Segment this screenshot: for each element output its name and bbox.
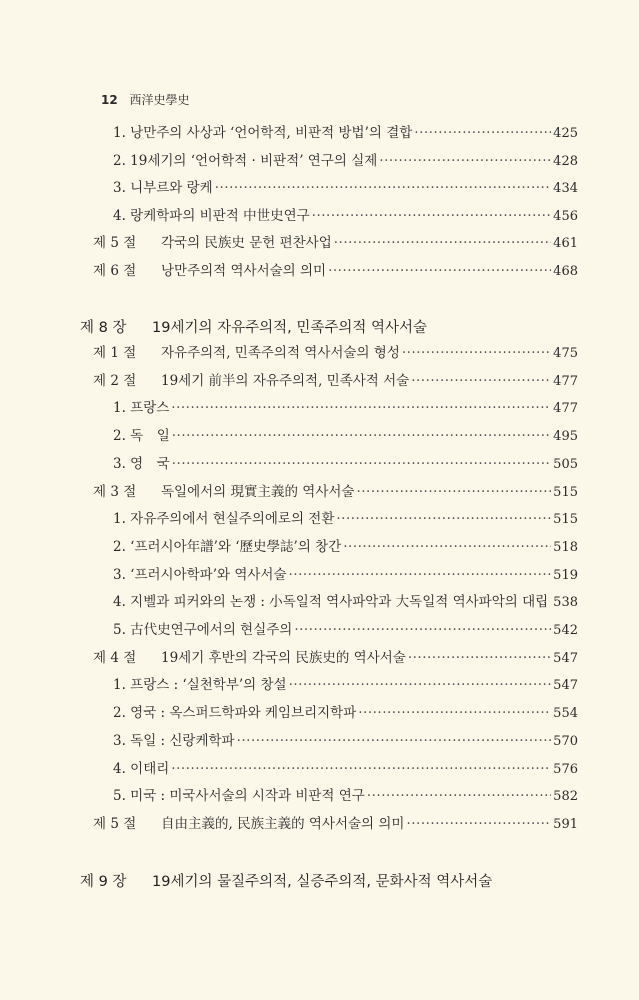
leader-dots xyxy=(356,482,551,502)
section-number: 제 1 절 xyxy=(93,345,137,361)
entry-title: 각국의 民族史 문헌 편찬사업 xyxy=(161,235,332,251)
toc-entry-label xyxy=(93,233,332,253)
leader-dots xyxy=(402,343,551,363)
leader-dots xyxy=(237,731,552,751)
chapter-number: 제 9 장 xyxy=(80,874,127,890)
page-ref: 515 xyxy=(553,484,578,500)
page-ref: 477 xyxy=(553,401,578,417)
page-number: 12 xyxy=(101,93,118,107)
chapter-number: 제 8 장 xyxy=(80,320,127,336)
toc-entry-label xyxy=(113,454,170,474)
page-ref: 468 xyxy=(553,263,578,279)
page-ref: 554 xyxy=(553,706,578,722)
entry-title: 4. 지벨과 피커와의 논쟁 : 小독일적 역사파악과 大독일적 역사파악의 대립 xyxy=(113,594,549,611)
toc-entry xyxy=(113,454,578,474)
section-number: 제 3 절 xyxy=(93,483,137,500)
toc-entry xyxy=(113,537,578,557)
toc-entry-label xyxy=(113,620,292,640)
page-ref: 582 xyxy=(553,789,578,805)
page-ref: 538 xyxy=(553,595,578,611)
section-number: 제 5 절 xyxy=(93,815,137,832)
toc-entry-label xyxy=(113,731,235,751)
toc-entry xyxy=(93,814,578,834)
toc-entry-label xyxy=(93,814,404,834)
page-ref: 428 xyxy=(553,153,578,169)
toc-entry xyxy=(113,786,578,806)
leader-dots xyxy=(334,233,551,253)
entry-title: 3. ‘프러시아학파’와 역사서술 xyxy=(113,566,287,583)
leader-dots xyxy=(289,675,552,695)
page-ref: 425 xyxy=(553,126,578,141)
toc-entry xyxy=(93,343,578,363)
entry-title: 3. 영 국 xyxy=(113,455,170,472)
page-ref: 547 xyxy=(553,678,578,694)
entry-title: 1. 낭만주의 사상과 ‘언어학적, 비판적 방법’의 결합 xyxy=(113,125,413,141)
leader-dots xyxy=(215,178,551,198)
page-ref: 518 xyxy=(553,539,578,555)
toc-entry xyxy=(93,648,578,668)
toc-entry-label xyxy=(113,206,310,226)
leader-dots xyxy=(289,565,552,585)
page-ref: 576 xyxy=(553,761,578,777)
page-ref: 434 xyxy=(553,181,578,196)
entry-title: 19세기 前半의 자유주의적, 민족사적 서술 xyxy=(161,372,410,389)
toc-entry xyxy=(113,731,578,751)
leader-dots xyxy=(550,592,551,612)
entry-title: 1. 프랑스 xyxy=(113,400,170,417)
page-ref: 495 xyxy=(553,429,578,445)
page-ref: 591 xyxy=(553,816,578,832)
toc-entry xyxy=(113,509,578,529)
page-ref: 515 xyxy=(553,512,578,528)
leader-dots xyxy=(171,398,551,418)
leader-dots xyxy=(367,786,551,806)
toc-entry xyxy=(113,206,578,226)
toc-entry-label xyxy=(113,786,365,806)
entry-title: 2. 영국 : 옥스퍼드학파와 케임브리지학파 xyxy=(113,705,357,722)
entry-title: 4. 랑케학파의 비판적 中世史연구 xyxy=(113,207,310,224)
page-ref: 475 xyxy=(553,346,578,361)
page-ref: 505 xyxy=(553,456,578,472)
toc-entry xyxy=(93,261,578,281)
page-ref: 461 xyxy=(553,236,578,251)
chapter-title: 19세기의 자유주의적, 민족주의적 역사서술 xyxy=(152,320,428,336)
page-ref: 477 xyxy=(553,373,578,389)
running-header xyxy=(101,91,190,108)
toc-entry-label xyxy=(93,343,400,363)
toc-entry-label xyxy=(113,151,377,171)
toc-entry-label xyxy=(93,482,354,502)
entry-title: 4. 이태리 xyxy=(113,760,170,777)
chapter-8-heading xyxy=(80,316,427,337)
toc-entry-label xyxy=(93,371,409,391)
book-title: 西洋史學史 xyxy=(129,93,190,107)
leader-dots xyxy=(406,814,551,834)
leader-dots xyxy=(171,759,551,779)
leader-dots xyxy=(358,703,551,723)
toc-entry xyxy=(113,759,578,779)
toc-entry xyxy=(113,592,578,612)
page-ref: 519 xyxy=(553,567,578,583)
entry-title: 독일에서의 現實主義的 역사서술 xyxy=(161,483,355,500)
toc-entry xyxy=(113,151,578,171)
entry-title: 3. 독일 : 신랑케학파 xyxy=(113,732,235,749)
page-ref: 542 xyxy=(553,623,578,638)
section-number: 제 6 절 xyxy=(93,262,137,279)
page-ref: 456 xyxy=(553,208,578,224)
toc-entry-label xyxy=(113,178,213,198)
leader-dots xyxy=(408,648,551,668)
toc-entry-label xyxy=(113,398,169,418)
toc-entry-label xyxy=(93,648,406,668)
toc-entry xyxy=(113,123,578,143)
entry-title: 19세기 후반의 각국의 民族史的 역사서술 xyxy=(161,649,406,666)
leader-dots xyxy=(343,537,551,557)
toc-entry xyxy=(113,675,578,695)
toc-entry xyxy=(113,620,578,640)
toc-entry xyxy=(93,233,578,253)
toc-entry-label xyxy=(113,759,169,779)
toc-entry xyxy=(113,426,578,446)
chapter-title: 19세기의 물질주의적, 실증주의적, 문화사적 역사서술 xyxy=(152,874,493,890)
entry-title: 2. 독 일 xyxy=(113,428,170,445)
entry-title: 자유주의적, 민족주의적 역사서술의 형성 xyxy=(161,345,400,361)
toc-entry-label xyxy=(113,509,334,529)
toc-entry xyxy=(113,703,578,723)
toc-entry xyxy=(113,565,578,585)
leader-dots xyxy=(172,426,551,446)
entry-title: 2. ‘프러시아年譜’와 ‘歷史學誌’의 창간 xyxy=(113,538,342,555)
entry-title: 2. 19세기의 ‘언어학적 · 비판적’ 연구의 실제 xyxy=(113,152,378,169)
page-ref: 570 xyxy=(553,733,578,749)
leader-dots xyxy=(336,509,551,529)
entry-title: 1. 자유주의에서 현실주의에로의 전환 xyxy=(113,511,335,528)
toc-entry-label xyxy=(93,261,326,281)
page-ref: 547 xyxy=(553,650,578,666)
toc-entry-label xyxy=(113,675,287,695)
toc-entry xyxy=(93,371,578,391)
leader-dots xyxy=(328,261,551,281)
toc-entry xyxy=(93,482,578,502)
section-number: 제 2 절 xyxy=(93,372,137,389)
chapter-9-heading xyxy=(80,870,492,891)
leader-dots xyxy=(411,371,551,391)
leader-dots xyxy=(172,454,551,474)
toc-entry xyxy=(113,398,578,418)
entry-title: 1. 프랑스 : ‘실천학부’의 창설 xyxy=(113,677,287,694)
toc-entry-label xyxy=(113,537,341,557)
entry-title: 5. 미국 : 미국사서술의 시작과 비판적 연구 xyxy=(113,788,365,805)
toc-entry-label xyxy=(113,565,287,585)
toc-entry-label xyxy=(113,123,412,143)
entry-title: 自由主義的, 民族主義的 역사서술의 의미 xyxy=(161,815,405,832)
leader-dots xyxy=(414,123,551,143)
toc-entry-label xyxy=(113,592,548,612)
section-number: 제 5 절 xyxy=(93,235,137,251)
entry-title: 5. 古代史연구에서의 현실주의 xyxy=(113,622,293,638)
entry-title: 낭만주의적 역사서술의 의미 xyxy=(161,262,327,279)
leader-dots xyxy=(294,620,551,640)
section-number: 제 4 절 xyxy=(93,649,137,666)
leader-dots xyxy=(379,151,551,171)
toc-entry-label xyxy=(113,426,170,446)
toc-entry-label xyxy=(113,703,356,723)
entry-title: 3. 니부르와 랑케 xyxy=(113,180,213,196)
leader-dots xyxy=(312,206,552,226)
toc-entry xyxy=(113,178,578,198)
